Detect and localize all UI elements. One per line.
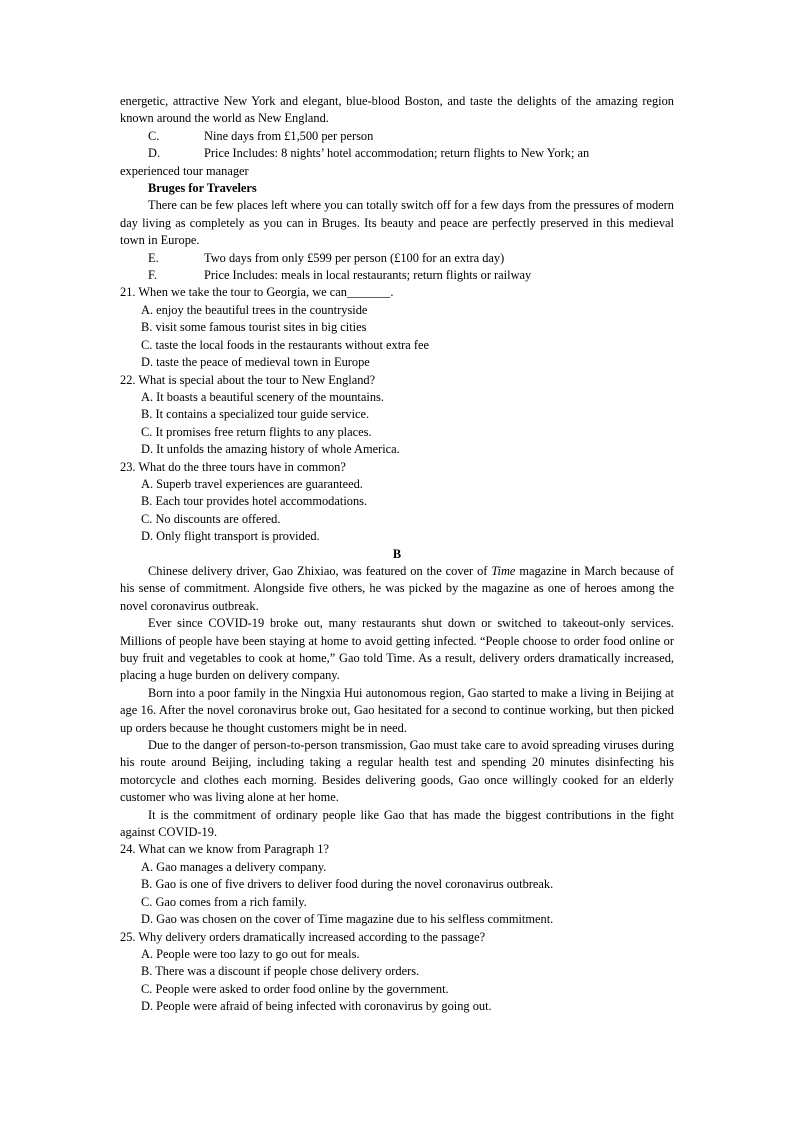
option-continuation: experienced tour manager [120,163,249,178]
question-22 [120,372,674,459]
question-24 [120,841,674,928]
option-text: Price Includes: meals in local restaurants; return flights or railway [204,268,532,283]
question-stem: 21. When we take the tour to Georgia, we can_______. [120,285,394,300]
choice-b: B. It contains a specialized tour guide service. [141,407,370,422]
tour-option-d [120,145,674,162]
choice-b: B. There was a discount if people chose delivery orders. [141,964,420,979]
option-letter: F. [148,268,157,283]
passage-paragraph-4: Due to the danger of person-to-person transmission, Gao must take care to avoid spreading viruses during his route around Beijing, including taking a regular health test and spending 20 minutes disinfecting his motorcycle and clothes each morning. Besides delivering goods, Gao once willingly cooked for an elderly customer who was living alone at her home. [120,738,674,805]
question-21 [120,284,674,371]
choice-d: D. taste the peace of medieval town in Europe [141,355,370,370]
choice-c: C. No discounts are offered. [141,511,281,526]
choice-c: C. taste the local foods in the restaurants without extra fee [141,337,429,352]
bruges-paragraph: There can be few places left where you can totally switch off for a few days from the pressures of modern day living as completely as you can in Bruges. Its beauty and peace are perfectly preserved in this medieval town in Europe. [120,198,674,248]
choice-d: D. Gao was chosen on the cover of Time magazine due to his selfless commitment. [141,912,554,927]
tour-option-e [120,250,674,267]
passage-text: Chinese delivery driver, Gao Zhixiao, was featured on the cover of [148,563,492,578]
choice-d: D. It unfolds the amazing history of whole America. [141,442,400,457]
bruges-heading: Bruges for Travelers [148,181,257,196]
choice-a: A. Superb travel experiences are guaranteed. [141,476,363,491]
passage-paragraph-3: Born into a poor family in the Ningxia Hui autonomous region, Gao started to make a living in Beijing at age 16. After the novel coronavirus broke out, Gao hesitated for a second to continue working, but then picked up orders because he thought customers might be in need. [120,685,674,735]
choice-b: B. Each tour provides hotel accommodations. [141,494,368,509]
choice-d: D. Only flight transport is provided. [141,529,320,544]
magazine-title: Time [491,563,516,578]
tour-option-f [120,267,674,284]
choice-a: A. People were too lazy to go out for meals. [141,946,360,961]
option-letter: E. [148,250,159,265]
choice-b: B. Gao is one of five drivers to deliver food during the novel coronavirus outbreak. [141,877,554,892]
question-25 [120,929,674,1016]
option-letter: D. [148,146,161,161]
option-text: Nine days from £1,500 per person [204,128,374,143]
choice-a: A. Gao manages a delivery company. [141,859,327,874]
question-stem: 23. What do the three tours have in common? [120,459,346,474]
choice-d: D. People were afraid of being infected with coronavirus by going out. [141,999,492,1014]
passage-paragraph-2: Ever since COVID-19 broke out, many restaurants shut down or switched to takeout-only services. Millions of people have been staying at home to avoid getting infected. “People choose to order food online or buy fruit and vegetables to cook at home,” Gao told Time. As a result, delivery orders dramatically increased, placing a huge burden on delivery company. [120,616,674,683]
question-stem: 22. What is special about the tour to New England? [120,372,376,387]
intro-paragraph: energetic, attractive New York and elegant, blue-blood Boston, and taste the delights of the amazing region known around the world as New England. [120,94,674,126]
choice-a: A. enjoy the beautiful trees in the countryside [141,302,368,317]
passage-text: magazine in March because of his sense of commitment. Alongside five others, he was picked by the magazine as one of heroes among the novel coronavirus outbreak. [120,563,674,613]
question-stem: 25. Why delivery orders dramatically increased according to the passage? [120,929,486,944]
choice-b: B. visit some famous tourist sites in big cities [141,320,367,335]
option-text: Price Includes: 8 nights’ hotel accommodation; return flights to New York; an [204,146,590,161]
choice-c: C. Gao comes from a rich family. [141,894,307,909]
choice-c: C. People were asked to order food online by the government. [141,981,449,996]
section-b-label: B [392,546,402,561]
choice-c: C. It promises free return flights to any places. [141,424,372,439]
option-text: Two days from only £599 per person (£100 for an extra day) [204,250,505,265]
question-stem: 24. What can we know from Paragraph 1? [120,842,329,857]
choice-a: A. It boasts a beautiful scenery of the mountains. [141,389,384,404]
question-23 [120,459,674,546]
passage-paragraph-1 [120,563,674,615]
passage-paragraph-5: It is the commitment of ordinary people like Gao that has made the biggest contributions in the fight against COVID-19. [120,807,674,840]
option-letter: C. [148,128,160,143]
tour-option-c [120,128,674,145]
